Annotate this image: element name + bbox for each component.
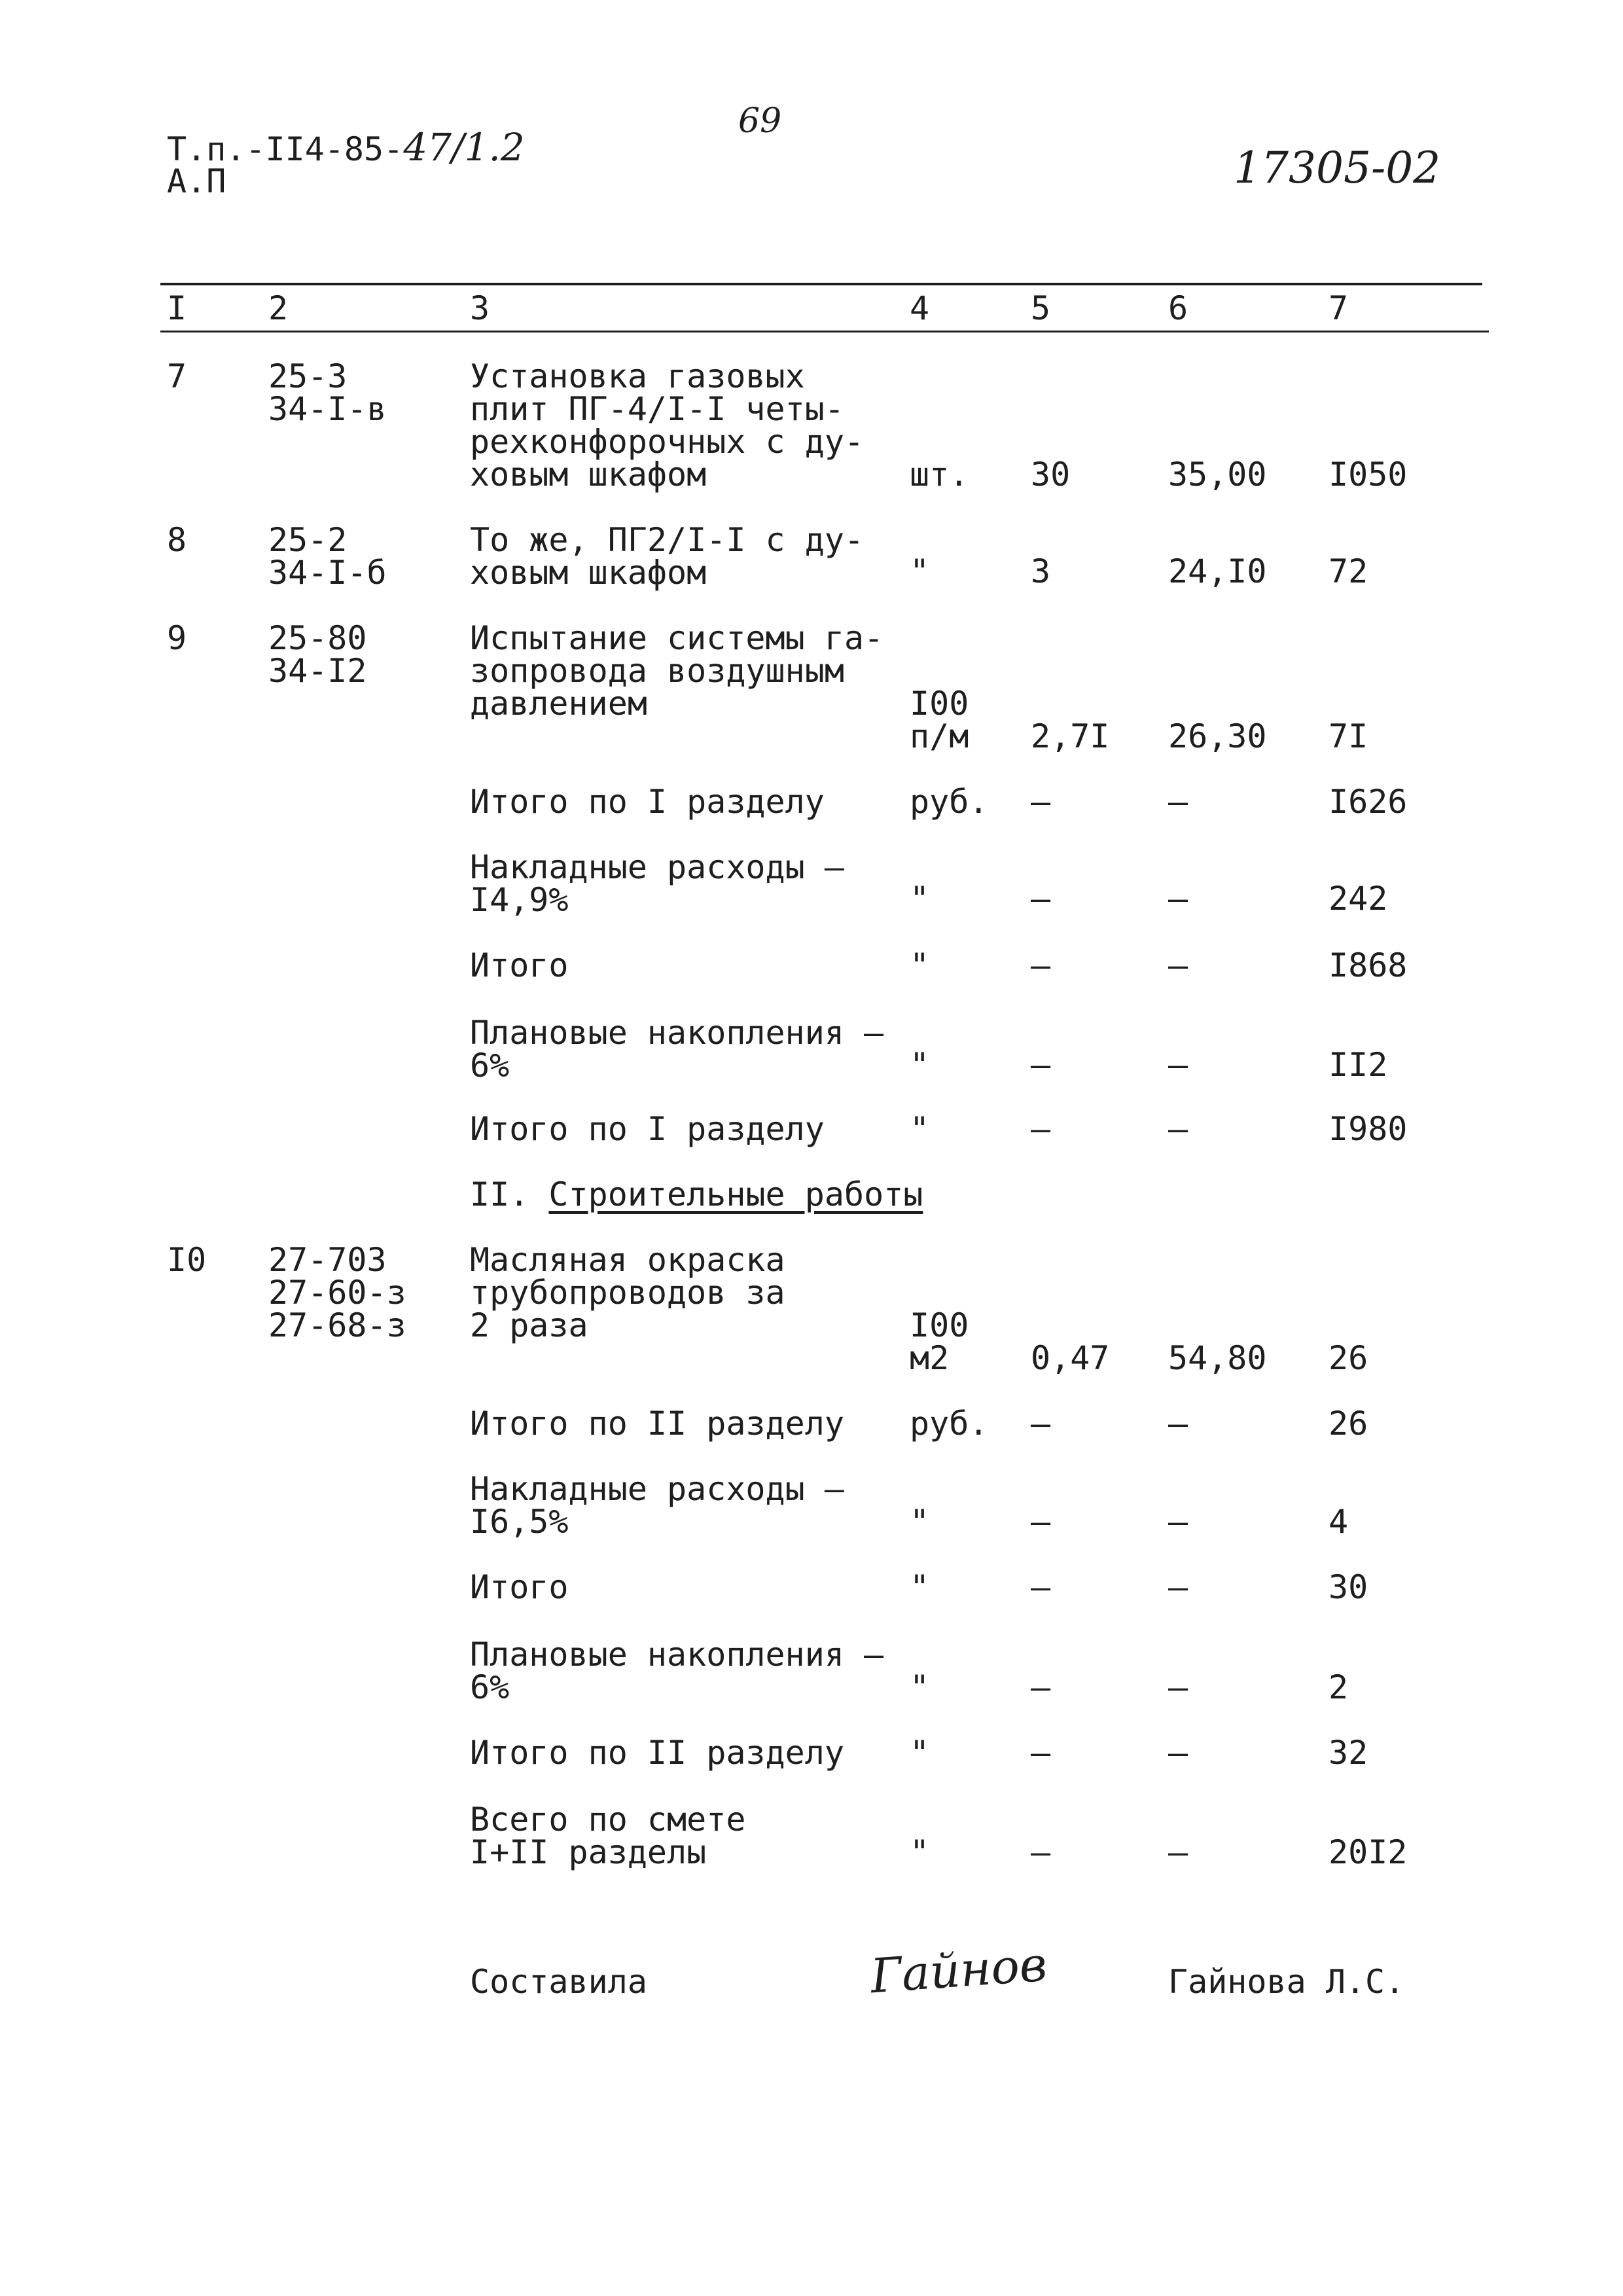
column-header: 5: [1031, 289, 1051, 327]
page-number: 69: [738, 101, 782, 141]
item-description: Всего по смете I+II разделы: [470, 1801, 746, 1871]
unit-price: 35,00: [1168, 456, 1267, 493]
total: 20I2: [1329, 1833, 1408, 1871]
unit: ": [910, 946, 930, 984]
total: 2: [1329, 1668, 1349, 1706]
compiler-name: Гайнова Л.С.: [1168, 1963, 1405, 2001]
unit: руб.: [910, 783, 989, 821]
total: 72: [1329, 552, 1368, 590]
quantity: –: [1031, 1046, 1051, 1084]
item-description: Итого по II разделу: [470, 1405, 844, 1443]
quantity: 0,47: [1031, 1339, 1110, 1377]
item-description: То же, ПГ2/I-I с ду- ховым шкафом: [470, 521, 865, 592]
quantity: 30: [1031, 456, 1071, 493]
unit: ": [910, 1833, 930, 1871]
quantity: –: [1031, 1110, 1051, 1148]
row-number: 7: [167, 357, 187, 395]
total: II2: [1329, 1046, 1388, 1084]
item-description: Установка газовых плит ПГ-4/I-I четы- рехконфорочных с ду- ховым шкафом: [470, 357, 865, 493]
quantity: –: [1031, 1568, 1051, 1606]
unit-price: –: [1168, 1734, 1188, 1772]
quantity: –: [1031, 880, 1051, 918]
quantity: –: [1031, 1668, 1051, 1706]
section-title: Строительные работы: [548, 1175, 923, 1213]
column-header: 7: [1329, 289, 1349, 327]
item-description: Итого: [470, 1568, 569, 1606]
unit: ": [910, 1668, 930, 1706]
total: I868: [1329, 946, 1408, 984]
total: 26: [1329, 1405, 1368, 1443]
registry-number: 17305-02: [1234, 143, 1441, 193]
item-description: Плановые накопления – 6%: [470, 1636, 884, 1706]
row-number: 8: [167, 521, 187, 559]
unit: руб.: [910, 1405, 989, 1443]
compiled-label: Составила: [470, 1963, 647, 2001]
unit-price: –: [1168, 1833, 1188, 1871]
doc-reference: [167, 125, 525, 170]
norm-code: 25-3 34-I-в: [268, 357, 387, 428]
unit: I00 п/м: [910, 685, 969, 755]
total: I050: [1329, 456, 1408, 493]
unit: ": [910, 552, 930, 590]
total: I980: [1329, 1110, 1408, 1148]
item-description: Итого по I разделу: [470, 783, 825, 821]
section-number: II.: [470, 1175, 529, 1213]
column-header: I: [167, 289, 187, 327]
unit: ": [910, 1568, 930, 1606]
item-description: Итого по II разделу: [470, 1734, 844, 1772]
quantity: –: [1031, 1405, 1051, 1443]
unit: I00 м2: [910, 1306, 969, 1377]
unit: ": [910, 1110, 930, 1148]
item-description: Плановые накопления – 6%: [470, 1014, 884, 1085]
unit-price: –: [1168, 783, 1188, 821]
section-heading: [470, 1175, 923, 1213]
item-description: Масляная окраска трубопроводов за 2 раза: [470, 1241, 785, 1344]
unit-price: 24,I0: [1168, 552, 1267, 590]
norm-code: 27-703 27-60-з 27-68-з: [268, 1241, 406, 1344]
row-number: I0: [167, 1241, 207, 1279]
quantity: –: [1031, 1734, 1051, 1772]
quantity: 3: [1031, 552, 1051, 590]
total: 26: [1329, 1339, 1368, 1377]
item-description: Накладные расходы – I4,9%: [470, 848, 844, 919]
norm-code: 25-80 34-I2: [268, 619, 367, 690]
unit: ": [910, 1734, 930, 1772]
item-description: Испытание системы га- зопровода воздушным давлением: [470, 619, 884, 723]
column-header: 6: [1168, 289, 1188, 327]
total: 4: [1329, 1503, 1349, 1541]
item-description: Итого по I разделу: [470, 1110, 825, 1148]
unit-price: –: [1168, 946, 1188, 984]
unit-price: –: [1168, 1568, 1188, 1606]
unit-price: 54,80: [1168, 1339, 1267, 1377]
doc-reference-typed: Т.п.-II4-85-: [167, 130, 404, 168]
quantity: 2,7I: [1031, 717, 1110, 755]
total: I626: [1329, 783, 1408, 821]
total: 30: [1329, 1568, 1368, 1606]
item-description: Итого: [470, 946, 569, 984]
table-top-rule: [160, 283, 1482, 285]
unit-price: –: [1168, 1110, 1188, 1148]
unit-price: –: [1168, 1503, 1188, 1541]
column-header: 2: [268, 289, 289, 327]
column-header: 3: [470, 289, 490, 327]
quantity: –: [1031, 1833, 1051, 1871]
unit-price: –: [1168, 1405, 1188, 1443]
unit-price: –: [1168, 1046, 1188, 1084]
unit-price: –: [1168, 1668, 1188, 1706]
table-header-rule: [160, 331, 1489, 332]
unit: ": [910, 1046, 930, 1084]
quantity: –: [1031, 783, 1051, 821]
unit: ": [910, 1503, 930, 1541]
total: 7I: [1329, 717, 1368, 755]
signature: Гайнов: [868, 1936, 1049, 2004]
unit: ": [910, 880, 930, 918]
item-description: Накладные расходы – I6,5%: [470, 1470, 844, 1541]
norm-code: 25-2 34-I-б: [268, 521, 387, 592]
row-number: 9: [167, 619, 187, 657]
doc-reference-line2: А.П: [167, 162, 226, 200]
quantity: –: [1031, 946, 1051, 984]
unit-price: 26,30: [1168, 717, 1267, 755]
unit-price: –: [1168, 880, 1188, 918]
total: 242: [1329, 880, 1388, 918]
doc-reference-handwritten: 47/1.2: [403, 125, 525, 170]
quantity: –: [1031, 1503, 1051, 1541]
total: 32: [1329, 1734, 1368, 1772]
column-header: 4: [910, 289, 930, 327]
unit: шт.: [910, 456, 969, 493]
